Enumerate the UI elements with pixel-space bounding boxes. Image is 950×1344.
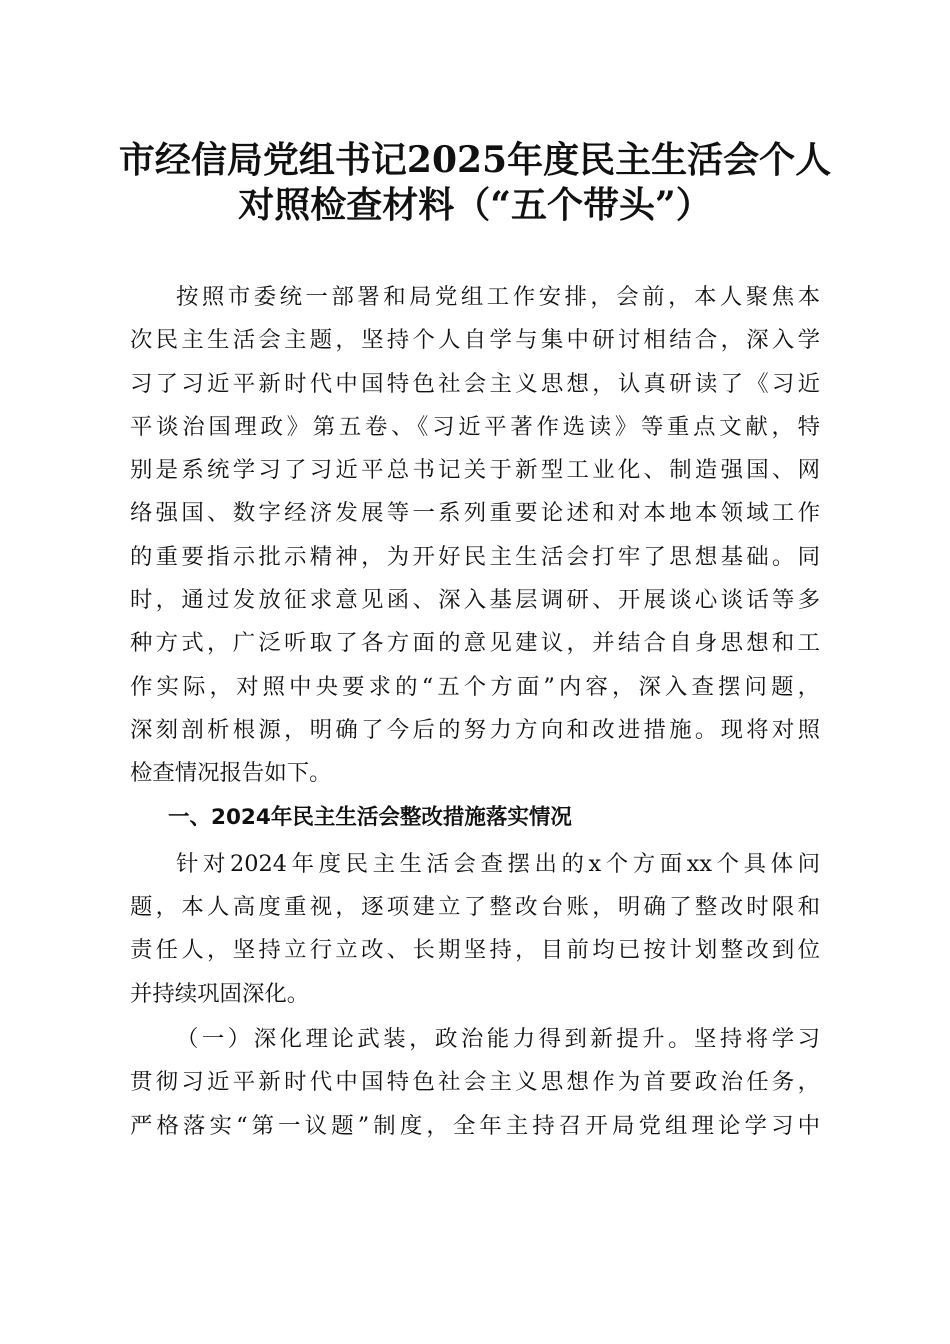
text-line: 深刻剖析根源，明确了今后的努力方向和改进措施。现将对照 (130, 716, 820, 743)
text-line: 作实际，对照中央要求的“五个方面”内容，深入查摆问题， (130, 673, 820, 700)
text-line: 时，通过发放征求意见函、深入基层调研、开展谈心谈话等多 (130, 587, 820, 614)
text-line: 一、2024年民主生活会整改措施落实情况 (168, 804, 572, 830)
text-line: （一）深化理论武装，政治能力得到新提升。坚持将学习 (176, 1026, 820, 1053)
text-line: 种方式，广泛听取了各方面的意见建议，并结合自身思想和工 (130, 630, 820, 657)
paragraph (130, 1018, 820, 1148)
text-line: 次民主生活会主题，坚持个人自学与集中研讨相结合，深入学 (130, 327, 820, 354)
section-heading (130, 796, 820, 839)
text-line: 习了习近平新时代中国特色社会主义思想，认真研读了《习近 (130, 370, 820, 397)
text-line: 并持续巩固深化。 (130, 980, 310, 1007)
text-line: 针对2024年度民主生活会查摆出的x个方面xx个具体问 (176, 850, 820, 877)
document-title (0, 138, 950, 228)
title-line-2: 对照检查材料（“五个带头”） (238, 184, 712, 226)
paragraph (130, 843, 820, 1016)
text-line: 检查情况报告如下。 (130, 760, 332, 787)
text-line: 络强国、数字经济发展等一系列重要论述和对本地本领域工作 (130, 500, 820, 527)
text-line: 的重要指示批示精神，为开好民主生活会打牢了思想基础。同 (130, 543, 820, 570)
paragraph (130, 276, 820, 796)
text-line: 别是系统学习了习近平总书记关于新型工业化、制造强国、网 (130, 457, 820, 484)
text-line: 严格落实“第一议题”制度，全年主持召开局党组理论学习中 (130, 1112, 820, 1139)
text-line: 按照市委统一部署和局党组工作安排，会前，本人聚焦本 (176, 284, 820, 310)
text-line: 平谈治国理政》第五卷、《习近平著作选读》等重点文献，特 (130, 413, 820, 440)
text-line: 贯彻习近平新时代中国特色社会主义思想作为首要政治任务， (130, 1069, 820, 1096)
document-body (130, 276, 820, 1148)
title-line-1: 市经信局党组书记2025年度民主生活会个人 (118, 139, 832, 181)
text-line: 责任人，坚持立行立改、长期坚持，目前均已按计划整改到位 (130, 937, 820, 964)
text-line: 题，本人高度重视，逐项建立了整改台账，明确了整改时限和 (130, 894, 820, 921)
